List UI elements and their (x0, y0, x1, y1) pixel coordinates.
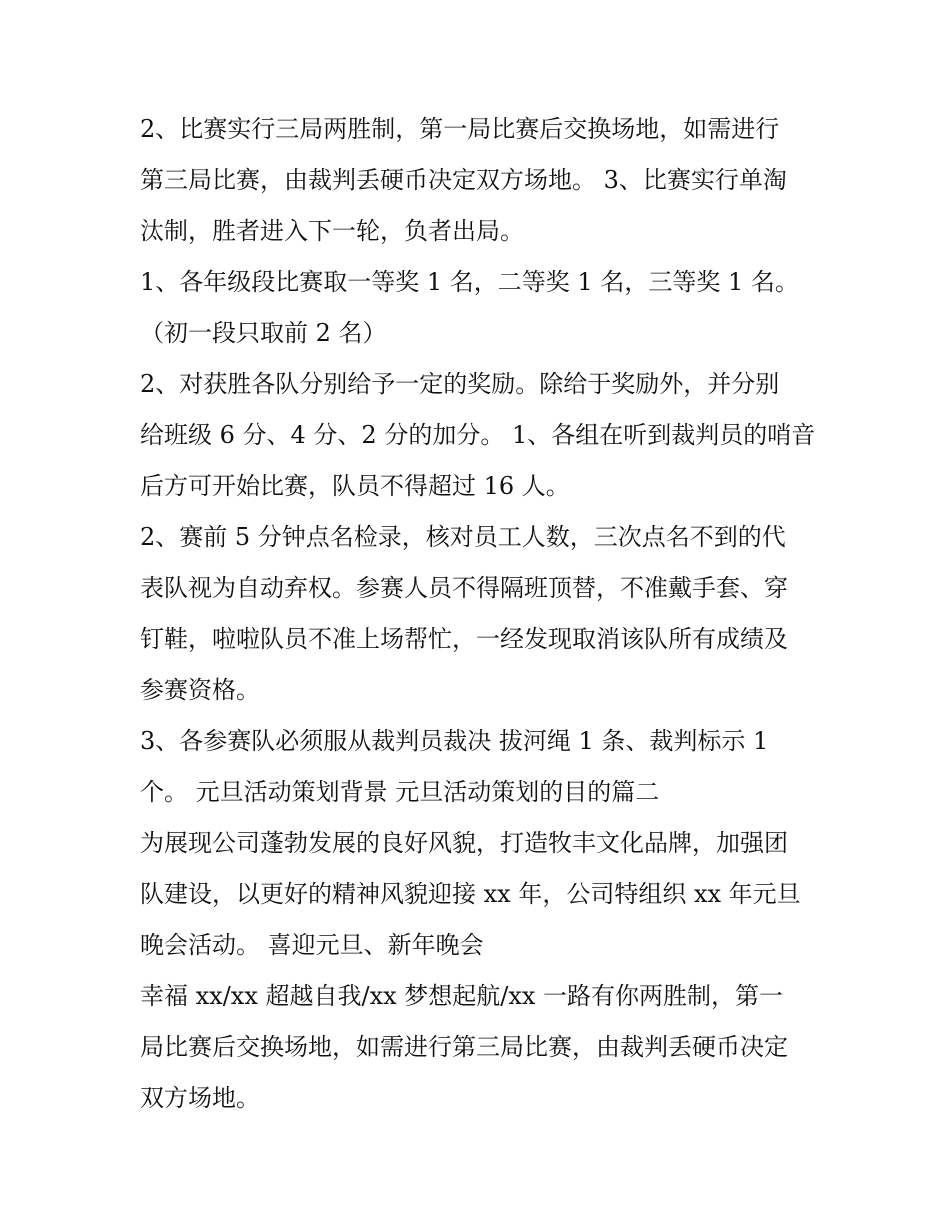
document-body (140, 104, 830, 1124)
text-line: 给班级 6 分、4 分、2 分的加分。 1、各组在听到裁判员的哨音 (140, 421, 816, 449)
text-line: 后方可开始比赛，队员不得超过 16 人。 (140, 472, 570, 500)
text-line: （初一段只取前 2 名） (140, 319, 387, 347)
text-line: 为展现公司蓬勃发展的良好风貌，打造牧丰文化品牌，加强团 (140, 829, 788, 857)
text-line: 参赛资格。 (140, 676, 260, 704)
text-line: 2、对获胜各队分别给予一定的奖励。除给于奖励外，并分别 (140, 370, 780, 398)
text-line: 局比赛后交换场地，如需进行第三局比赛，由裁判丢硬币决定 (140, 1033, 788, 1061)
text-line: 钉鞋，啦啦队员不准上场帮忙，一经发现取消该队所有成绩及 (140, 625, 788, 653)
text-line: 队建设，以更好的精神风貌迎接 xx 年，公司特组织 xx 年元旦 (140, 880, 801, 908)
text-line: 汰制，胜者进入下一轮，负者出局。 (140, 217, 524, 245)
text-line: 表队视为自动弃权。参赛人员不得隔班顶替，不准戴手套、穿 (140, 574, 788, 602)
text-line: 双方场地。 (140, 1084, 260, 1112)
text-line: 第三局比赛，由裁判丢硬币决定双方场地。 3、比赛实行单淘 (140, 166, 787, 194)
text-line: 1、各年级段比赛取一等奖 1 名，二等奖 1 名，三等奖 1 名。 (140, 268, 799, 296)
text-line: 2、赛前 5 分钟点名检录，核对员工人数，三次点名不到的代 (140, 523, 786, 551)
text-line: 幸福 xx/xx 超越自我/xx 梦想起航/xx 一路有你两胜制，第一 (140, 982, 784, 1010)
text-line: 3、各参赛队必须服从裁判员裁决 拔河绳 1 条、裁判标示 1 (140, 727, 769, 755)
text-line: 2、比赛实行三局两胜制，第一局比赛后交换场地，如需进行 (140, 115, 780, 143)
text-line: 晚会活动。 喜迎元旦、新年晚会 (140, 931, 484, 959)
text-line: 个。 元旦活动策划背景 元旦活动策划的目的篇二 (140, 778, 660, 806)
